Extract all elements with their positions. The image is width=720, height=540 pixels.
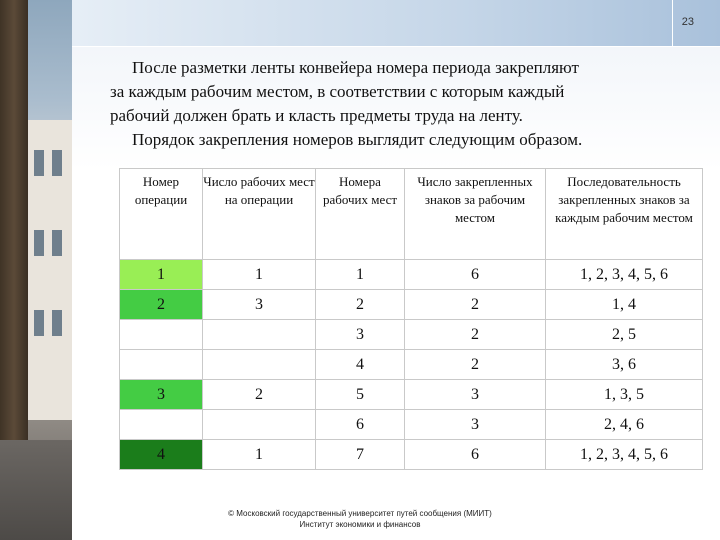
workplace-number-cell: 2 [316,290,405,320]
operation-number-cell: 2 [120,290,203,320]
table-row [120,320,703,350]
header-sign-count: Число закрепленных знаков за рабочим местом [405,169,546,260]
footer-institute: Институт экономики и финансов [299,520,421,529]
header-workplace-numbers: Номера рабочих мест [316,169,405,260]
workplace-number-cell: 5 [316,380,405,410]
operation-number-cell [120,320,203,350]
background-photo [0,0,72,540]
header-divider [672,0,673,46]
operation-number-cell [120,350,203,380]
workplace-count-cell [203,350,316,380]
operation-number-cell: 4 [120,440,203,470]
workplace-count-cell: 3 [203,290,316,320]
intro-paragraph [110,56,690,152]
sign-sequence-cell: 1, 3, 5 [546,380,703,410]
sign-count-cell: 3 [405,410,546,440]
table-row [120,290,703,320]
table-row [120,380,703,410]
workplace-count-cell: 1 [203,440,316,470]
sign-sequence-cell: 2, 4, 6 [546,410,703,440]
sign-count-cell: 2 [405,290,546,320]
table-row [120,440,703,470]
workplace-count-cell: 1 [203,260,316,290]
workplace-number-cell: 7 [316,440,405,470]
table-row [120,350,703,380]
operation-number-cell: 3 [120,380,203,410]
ground [0,440,72,540]
table-row [120,260,703,290]
slide-header-bar [72,0,720,46]
sign-sequence-cell: 2, 5 [546,320,703,350]
sign-sequence-cell: 1, 4 [546,290,703,320]
header-operation-number: Номер операции [120,169,203,260]
workplace-count-cell: 2 [203,380,316,410]
copyright-footer [200,508,520,530]
sign-sequence-cell: 3, 6 [546,350,703,380]
paragraph-line: Порядок закрепления номеров выглядит следующим образом. [132,130,583,149]
workplace-number-cell: 1 [316,260,405,290]
paragraph-line: рабочий должен брать и класть предметы труда на ленту. [110,106,523,125]
header-workplace-count: Число рабочих мест на операции [203,169,316,260]
paragraph-line: После разметки ленты конвейера номера периода закрепляют [132,58,579,77]
sign-count-cell: 6 [405,260,546,290]
tree-trunk [0,0,28,440]
operation-number-cell: 1 [120,260,203,290]
table-row [120,410,703,440]
workplace-count-cell [203,320,316,350]
workplace-number-cell: 6 [316,410,405,440]
header-sign-sequence: Последовательность закрепленных знаков за каждым рабочим местом [546,169,703,260]
workplace-count-cell [203,410,316,440]
building [28,120,72,420]
sign-count-cell: 3 [405,380,546,410]
paragraph-line: за каждым рабочим местом, в соответствии с которым каждый [110,82,565,101]
slide-number: 23 [681,16,694,28]
workplace-number-cell: 4 [316,350,405,380]
sign-count-cell: 6 [405,440,546,470]
sign-sequence-cell: 1, 2, 3, 4, 5, 6 [546,440,703,470]
workplace-number-cell: 3 [316,320,405,350]
operation-number-cell [120,410,203,440]
assignment-table [119,168,703,470]
footer-university: © Московский государственный университет путей сообщения (МИИТ) [228,509,492,518]
sign-sequence-cell: 1, 2, 3, 4, 5, 6 [546,260,703,290]
table-header-row [120,169,703,260]
sign-count-cell: 2 [405,350,546,380]
sign-count-cell: 2 [405,320,546,350]
